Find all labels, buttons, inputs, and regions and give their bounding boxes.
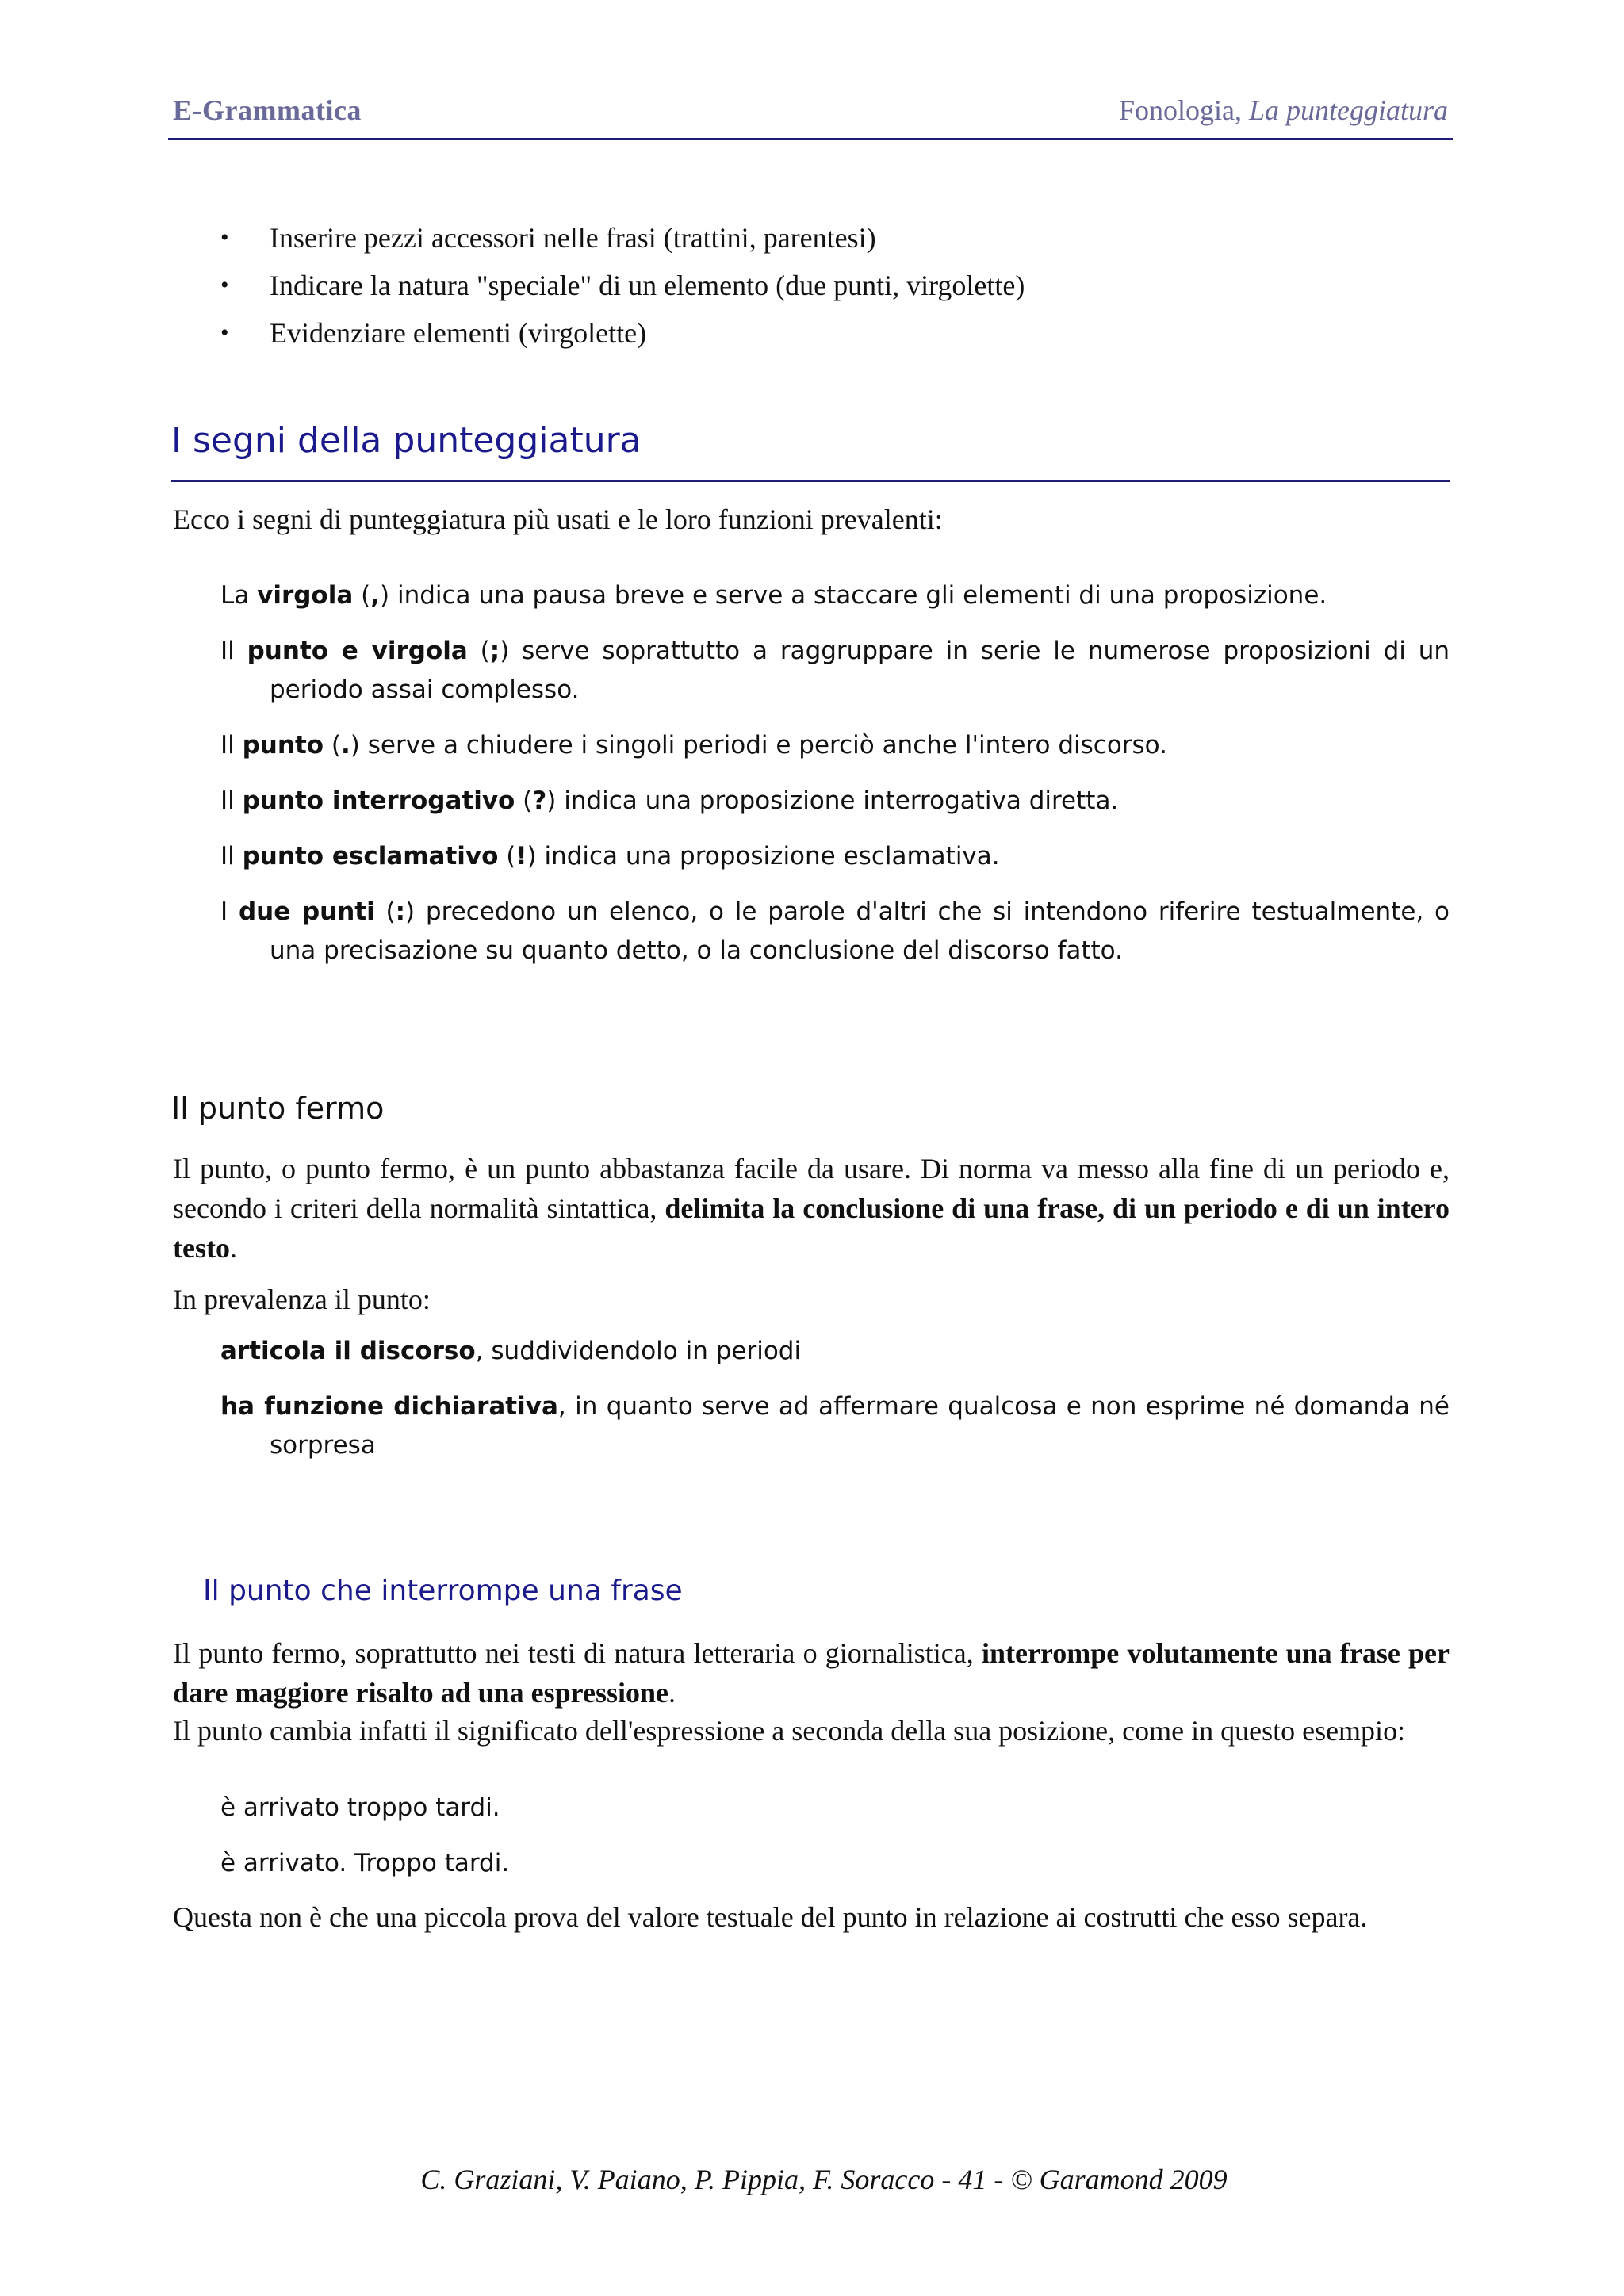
def-mid: ( [353, 581, 371, 610]
definition-item-dichiarativa [220, 1387, 1450, 1465]
def-text: ) serve a chiudere i singoli periodi e perciò anche l'intero discorso. [350, 731, 1167, 760]
def-pre: I [220, 897, 239, 926]
def-sign: : [395, 897, 406, 926]
paragraph: Il punto cambia infatti il significato dell'espressione a seconda della sua posizione, come in questo esempio: [173, 1715, 1406, 1747]
bullet-list [220, 214, 1410, 357]
def-term: articola il discorso [220, 1337, 476, 1365]
def-pre: Il [220, 786, 243, 815]
definition-item-punto-e-virgola [220, 632, 1450, 710]
def-pre: Il [220, 637, 247, 665]
paragraph-emphasis: interrompe volutamente una frase per dare maggiore risalto ad una espressione [173, 1637, 1450, 1709]
def-text: ) indica una proposizione esclamativa. [527, 842, 1000, 871]
header-chapter [1119, 94, 1448, 127]
section-heading: I segni della punteggiatura [171, 415, 1450, 482]
def-sign: ; [489, 637, 500, 665]
bullet-icon: • [220, 272, 229, 298]
bullet-icon: • [220, 320, 229, 346]
def-pre: Il [220, 842, 243, 871]
def-mid: ( [467, 637, 490, 665]
example-line: è arrivato troppo tardi. [220, 1793, 500, 1822]
def-term: punto [242, 731, 324, 760]
def-text: , in quanto serve ad affermare qualcosa e non esprime né domanda né sorpresa [270, 1392, 1450, 1460]
def-term: punto esclamativo [242, 842, 499, 871]
paragraph [173, 1633, 1450, 1712]
def-term: ha funzione dichiarativa [220, 1392, 558, 1421]
running-header [168, 94, 1453, 140]
paragraph-end: . [668, 1677, 676, 1709]
def-sign: ! [515, 842, 527, 871]
def-mid: ( [324, 731, 342, 760]
def-sign: ? [532, 786, 547, 815]
list-item [220, 214, 1410, 262]
def-pre: Il [220, 731, 243, 760]
header-title: E-Grammatica [173, 94, 362, 126]
definition-item-virgola [220, 576, 1450, 615]
paragraph-text: Il punto, o punto fermo, è un punto abbastanza facile da usare. Di norma va messo alla fine di un periodo e, secondo i criteri della normalità sintattica, [173, 1153, 1450, 1224]
def-term: punto interrogativo [242, 786, 515, 815]
definition-item-punto-interrogativo [220, 782, 1450, 821]
bullet-icon: • [220, 224, 229, 251]
def-term: punto e virgola [247, 637, 468, 665]
page-footer: C. Graziani, V. Paiano, P. Pippia, F. Soracco - 41 - © Garamond 2009 [420, 2164, 1228, 2195]
def-text: ) indica una pausa breve e serve a staccare gli elementi di una proposizione. [380, 581, 1327, 610]
def-pre: La [220, 581, 258, 610]
def-sign: , [370, 581, 381, 610]
def-term: due punti [238, 897, 375, 926]
subsection-heading: Il punto fermo [171, 1091, 385, 1126]
header-chapter-italic: La punteggiatura [1248, 94, 1448, 126]
def-mid: ( [515, 786, 533, 815]
def-text: ) precedono un elenco, o le parole d'altri che si intendono riferire testualmente, o una precisazione su quanto detto, o la conclusione del discorso fatto. [270, 897, 1450, 965]
list-item-text: Indicare la natura "speciale" di un elemento (due punti, virgolette) [270, 270, 1025, 301]
header-chapter-prefix: Fonologia, [1118, 94, 1249, 126]
list-item [220, 262, 1410, 309]
paragraph-emphasis: delimita la conclusione di una frase, di un periodo e di un intero testo [173, 1192, 1450, 1264]
paragraph-text: Il punto fermo, soprattutto nei testi di natura letteraria o giornalistica, [173, 1637, 982, 1669]
definition-item-punto [220, 726, 1450, 765]
def-text: , suddividendolo in periodi [475, 1337, 802, 1365]
paragraph-end: . [229, 1232, 237, 1264]
def-mid: ( [374, 897, 396, 926]
paragraph [173, 1149, 1450, 1268]
example-line: è arrivato. Troppo tardi. [220, 1849, 510, 1877]
definition-item-due-punti [220, 893, 1450, 970]
paragraph: In prevalenza il punto: [173, 1284, 431, 1315]
subsubsection-heading: Il punto che interrompe una frase [203, 1575, 683, 1607]
definition-list [220, 576, 1450, 987]
def-text: ) serve soprattutto a raggruppare in serie le numerose proposizioni di un periodo assai complesso. [270, 637, 1450, 704]
def-sign: . [341, 731, 350, 760]
list-item [220, 309, 1410, 357]
def-mid: ( [498, 842, 516, 871]
definition-list [220, 1332, 1450, 1482]
def-text: ) indica una proposizione interrogativa diretta. [546, 786, 1119, 815]
paragraph: Questa non è che una piccola prova del valore testuale del punto in relazione ai costrutti che esso separa. [173, 1901, 1368, 1933]
def-term: virgola [257, 581, 354, 610]
definition-item-articola [220, 1332, 1450, 1371]
definition-item-punto-esclamativo [220, 837, 1450, 876]
list-item-text: Evidenziare elementi (virgolette) [270, 317, 647, 349]
list-item-text: Inserire pezzi accessori nelle frasi (trattini, parentesi) [270, 222, 876, 254]
section-intro: Ecco i segni di punteggiatura più usati e le loro funzioni prevalenti: [173, 503, 943, 535]
